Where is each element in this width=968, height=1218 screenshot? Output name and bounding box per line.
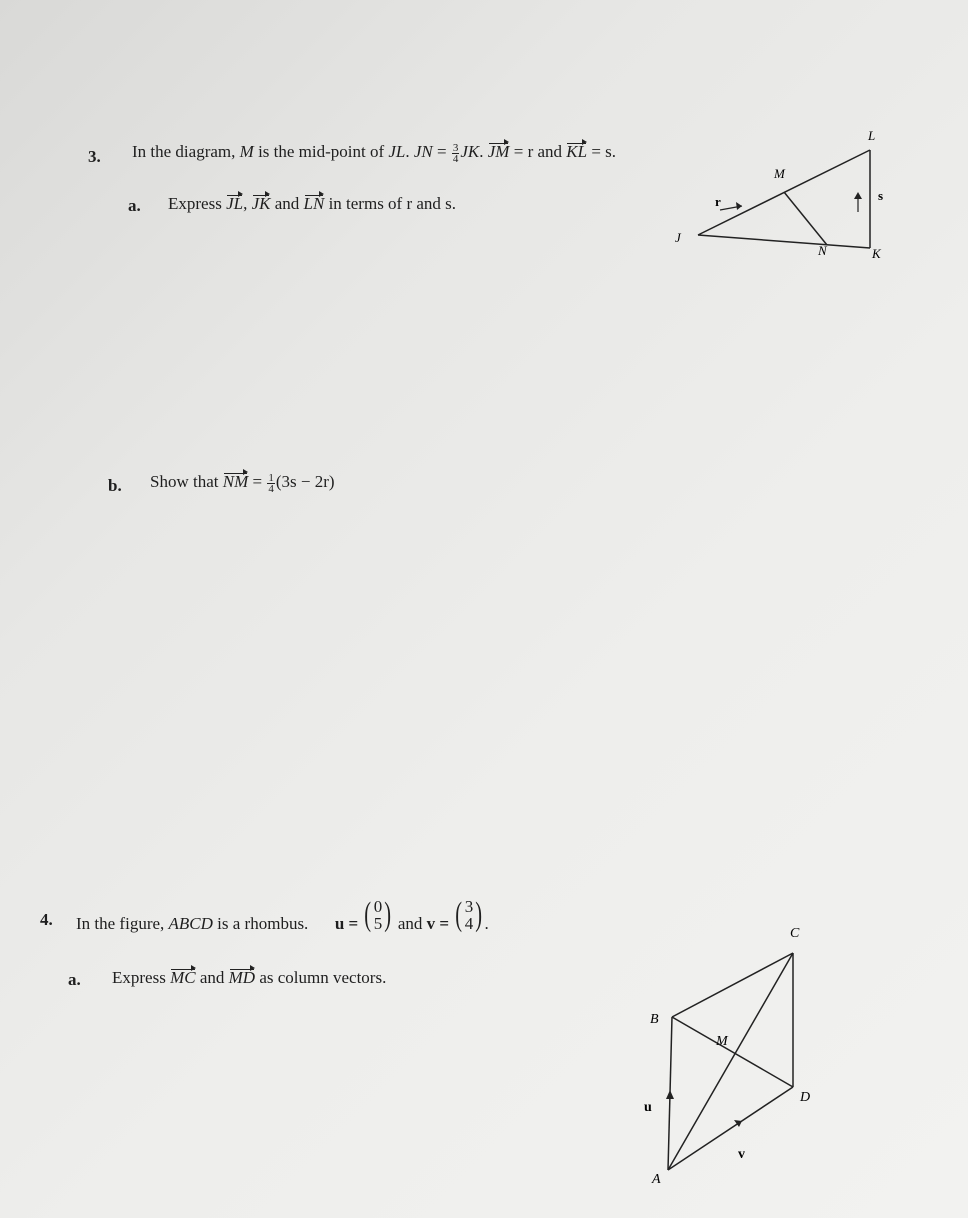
q4-period: . bbox=[484, 913, 489, 933]
q4a-text1: Express bbox=[112, 968, 171, 987]
q3-eq-r: = r and bbox=[509, 142, 567, 161]
arrowhead-r-icon bbox=[736, 202, 742, 210]
q4-rhombus-diagram bbox=[630, 915, 860, 1205]
label-k: K bbox=[872, 246, 881, 261]
label-d: D bbox=[800, 1090, 811, 1105]
q3a-vector-ln: LN bbox=[303, 194, 325, 213]
label-m: M bbox=[716, 1034, 728, 1049]
q3-eq-s: = s. bbox=[587, 142, 617, 161]
q3b-vector-nm: NM bbox=[222, 472, 249, 491]
q3-fraction bbox=[452, 143, 460, 164]
q3a-vector-jl: JL bbox=[226, 194, 244, 213]
q4-u-bottom: 5 bbox=[373, 914, 383, 933]
q3-vector-jm: JM bbox=[487, 142, 510, 161]
label-m: M bbox=[774, 166, 785, 181]
q3a-text2: in terms of r and s. bbox=[324, 194, 457, 213]
label-v: v bbox=[738, 1147, 745, 1162]
label-r: r bbox=[715, 194, 721, 209]
q3-number: 3. bbox=[88, 147, 101, 166]
q4-number: 4. bbox=[40, 910, 53, 929]
arrowhead-u-icon bbox=[666, 1090, 674, 1099]
q4a-text bbox=[112, 968, 386, 988]
q3a-and: and bbox=[270, 194, 304, 213]
q3-sep1: . bbox=[405, 142, 414, 161]
q3a-text bbox=[168, 194, 456, 214]
q4-intro-text2: is a rhombus. bbox=[212, 913, 309, 933]
q3b-eq: = bbox=[248, 472, 267, 491]
q3a-vector-jk: JK bbox=[251, 194, 271, 213]
line-jk bbox=[698, 235, 870, 248]
q3b-frac-den: 4 bbox=[268, 482, 274, 495]
q4-intro bbox=[76, 898, 489, 932]
q3-triangle-diagram bbox=[660, 120, 920, 280]
line-ad bbox=[668, 1087, 793, 1170]
q4a-label: a. bbox=[68, 970, 81, 989]
q4-u-label: u = bbox=[334, 913, 363, 933]
line-bd bbox=[672, 1017, 793, 1087]
q4-intro-text: In the figure, bbox=[76, 913, 169, 933]
q4-v-column-vector bbox=[453, 898, 484, 932]
paren-left-icon: ( bbox=[364, 896, 372, 933]
q3-frac-den: 4 bbox=[452, 152, 459, 165]
q3-intro-a: In the diagram, bbox=[132, 142, 240, 161]
label-u: u bbox=[644, 1100, 652, 1115]
line-mn bbox=[784, 192, 827, 245]
q4-u-column-vector bbox=[362, 898, 393, 932]
q3b-expression: (3s − 2r) bbox=[275, 472, 335, 491]
q3b-frac-num: 1 bbox=[268, 471, 274, 484]
q4-v-label: v = bbox=[426, 913, 454, 933]
q3a-text1: Express bbox=[168, 194, 227, 213]
q3-intro bbox=[132, 142, 616, 164]
q4a-vector-md: MD bbox=[228, 968, 256, 987]
q3-frac-num: 3 bbox=[452, 141, 459, 154]
label-b: B bbox=[650, 1012, 659, 1027]
q4-rhombus-name: ABCD bbox=[168, 913, 213, 933]
paren-right-icon: ) bbox=[384, 896, 392, 933]
q4-v-bottom: 4 bbox=[464, 914, 474, 933]
q3b-text bbox=[150, 472, 335, 494]
q3b-text1: Show that bbox=[150, 472, 223, 491]
q4-and: and bbox=[397, 913, 427, 933]
q3a-comma: , bbox=[243, 194, 252, 213]
paren-right-icon: ) bbox=[475, 896, 483, 933]
label-n: N bbox=[818, 243, 827, 258]
label-a: A bbox=[652, 1172, 661, 1187]
q3-segment-jn: JN bbox=[413, 142, 433, 161]
arrowhead-s-icon bbox=[854, 192, 862, 199]
paren-left-icon: ( bbox=[455, 896, 463, 933]
q4a-and: and bbox=[195, 968, 229, 987]
q4-v-top: 3 bbox=[464, 897, 474, 916]
label-l: L bbox=[868, 128, 876, 143]
label-j: J bbox=[675, 230, 681, 245]
q3b-label: b. bbox=[108, 476, 122, 495]
q3-eq: = bbox=[432, 142, 451, 161]
label-c: C bbox=[790, 926, 800, 941]
q4-u-top: 0 bbox=[373, 897, 383, 916]
q3-segment-jl: JL bbox=[388, 142, 406, 161]
q3a-label: a. bbox=[128, 196, 141, 215]
label-s: s bbox=[878, 188, 884, 203]
q3-vector-kl: KL bbox=[566, 142, 588, 161]
q4a-vector-mc: MC bbox=[170, 968, 196, 987]
q4a-text2: as column vectors. bbox=[255, 968, 387, 987]
q3-sep2: . bbox=[479, 142, 488, 161]
q3-segment-jk: JK bbox=[460, 142, 480, 161]
q3b-fraction bbox=[267, 473, 275, 494]
q3-point-m: M bbox=[239, 142, 254, 161]
q3-intro-b: is the mid-point of bbox=[253, 142, 389, 161]
